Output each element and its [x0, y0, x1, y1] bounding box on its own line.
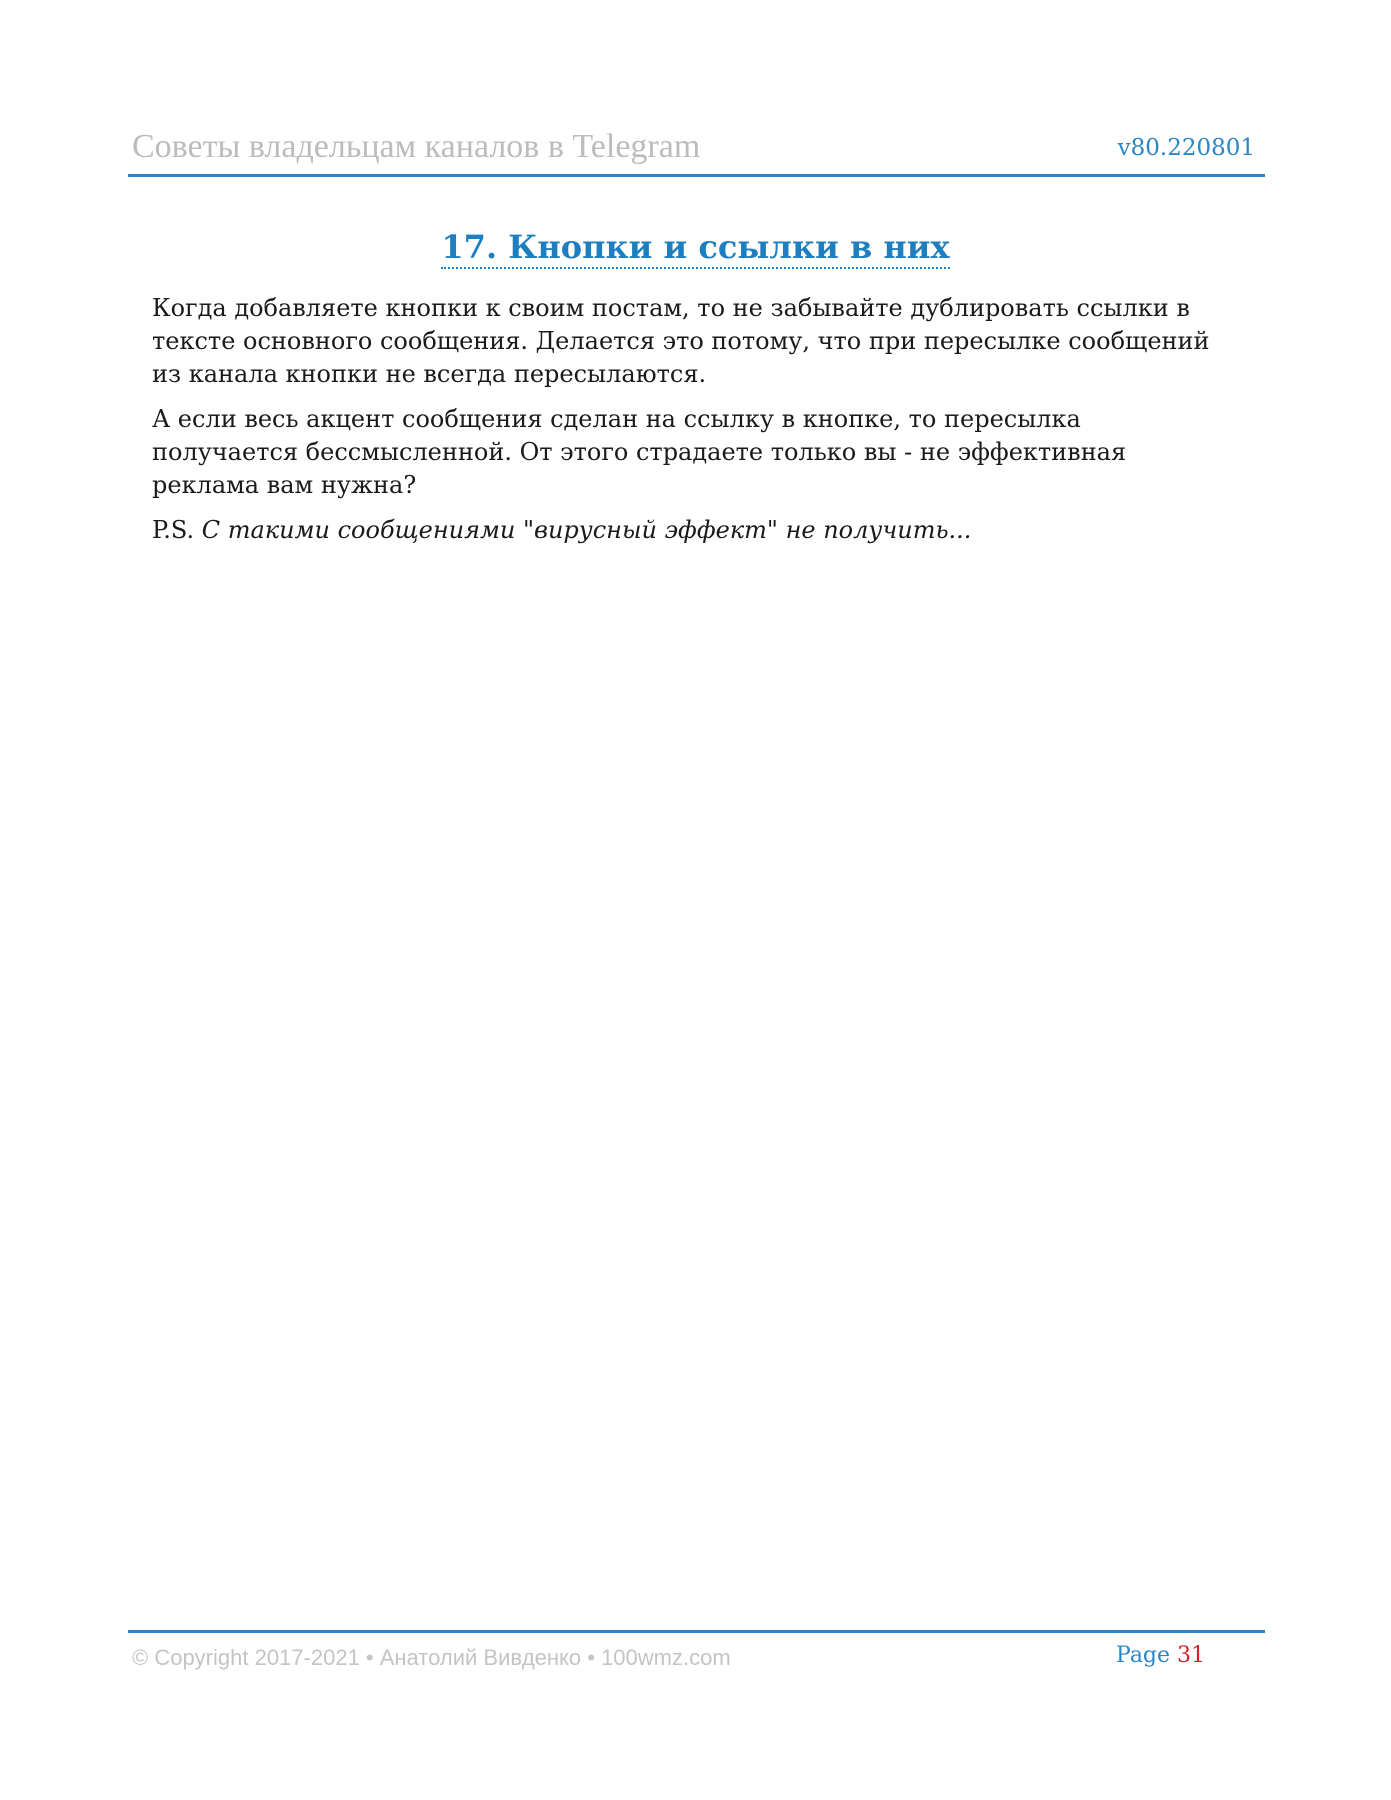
- document-title: Советы владельцам каналов в Telegram: [132, 128, 701, 165]
- page-label: Page: [1116, 1643, 1171, 1668]
- postscript: [152, 514, 1232, 547]
- postscript-text: С такими сообщениями "вирусный эффект" не получить...: [201, 516, 972, 544]
- section-heading-link[interactable]: 17. Кнопки и ссылки в них: [441, 228, 949, 269]
- document-version: v80.220801: [1117, 135, 1255, 161]
- paragraph: Когда добавляете кнопки к своим постам, то не забывайте дублировать ссылки в тексте основного сообщения. Делается это потому, что при пересылке сообщений из канала кнопки не всегда пересылаются.: [152, 294, 1210, 388]
- page-header: [128, 126, 1265, 176]
- postscript-label: P.S.: [152, 516, 195, 544]
- page-number-value: 31: [1177, 1643, 1206, 1668]
- page-number: [1116, 1643, 1205, 1668]
- footer-divider: [128, 1630, 1265, 1633]
- paragraph: А если весь акцент сообщения сделан на ссылку в кнопке, то пересылка получается бессмысленной. От этого страдаете только вы - не эффективная реклама вам нужна?: [152, 405, 1127, 499]
- header-divider: [128, 174, 1265, 177]
- section-heading[interactable]: [0, 228, 1391, 266]
- copyright-notice: © Copyright 2017-2021 • Анатолий Вивденко • 100wmz.com: [132, 1645, 731, 1670]
- body-content: [152, 292, 1232, 559]
